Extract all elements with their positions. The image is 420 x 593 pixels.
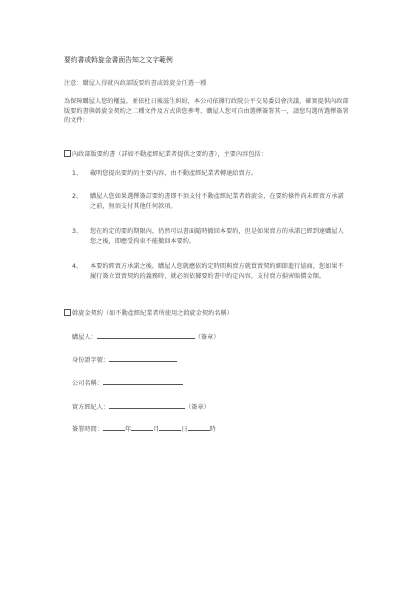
signing-time-field <box>72 424 216 433</box>
buyer-seal-suffix: （簽章） <box>194 334 220 341</box>
buyer-label: 購屋人： <box>72 334 97 341</box>
option-mediation-deposit-label: 斡旋金契約（如不動產經紀業者所使用之斡旋金契約名稱） <box>72 310 233 317</box>
list-item-number: 2、 <box>72 193 83 200</box>
list-item-text: 購屋人您如果選擇簽訂要約書即不須支付不動產經紀業者斡旋金，在要約條件尚未經賣方承諾之前，無須支付其他任何款項。 <box>90 193 344 210</box>
list-item-number: 3、 <box>72 228 83 235</box>
buyer-signature-field <box>72 332 220 341</box>
list-item-text: 本要約經賣方承諾之後，購屋人您就應依約定時間與賣方就買賣契約細節進行協商，您如果不履行簽立買賣契約的義務時，就必須依據要約書中約定內容，支付賣方損害賠償金額。 <box>90 263 344 280</box>
list-item-number: 1、 <box>72 170 83 177</box>
checkbox-offer-letter[interactable] <box>64 150 71 157</box>
signing-time-label: 簽署時間： <box>72 426 103 433</box>
list-item-text: 載明您提出要約的主要內容，由不動產經紀業者轉達給賣方。 <box>90 170 258 177</box>
hour-unit: 時 <box>209 426 216 433</box>
day-unit: 日 <box>181 426 188 433</box>
broker-signature-line[interactable] <box>109 402 185 409</box>
broker-seal-suffix: （簽章） <box>185 404 210 411</box>
checkbox-mediation-deposit[interactable] <box>64 309 71 316</box>
month-unit: 月 <box>153 426 160 433</box>
company-name-field <box>72 378 183 387</box>
option-offer-letter[interactable] <box>64 150 267 160</box>
option-mediation-deposit[interactable] <box>64 309 233 319</box>
id-number-label: 身份證字號： <box>72 357 110 364</box>
year-unit: 年 <box>124 426 132 433</box>
company-name-label: 公司名稱： <box>72 380 103 387</box>
broker-signature-field <box>72 402 210 411</box>
buyer-signature-line[interactable] <box>97 332 195 339</box>
document-title: 要約書或斡旋金書面告知之文字範例 <box>64 56 173 64</box>
month-line[interactable] <box>131 424 153 431</box>
intro-paragraph: 為保障購屋人您的權益，並依杜日後滋生糾紛，本公司依據行政院公平交易委員會決議，確實提供內政部版要約書與斡旋金契約之二種文件及方式供您參考，購屋人您可自由選擇簽署其一，請您勾選所選擇簽署的文件： <box>64 98 349 124</box>
hour-line[interactable] <box>188 424 210 431</box>
id-number-line[interactable] <box>109 355 177 362</box>
option-offer-letter-label: 內政部版要約書（詳如不動產經紀業者提供之要約書），主要內容包括： <box>72 151 267 158</box>
company-name-line[interactable] <box>103 378 183 385</box>
year-line[interactable] <box>103 424 125 431</box>
id-number-field <box>72 355 177 364</box>
broker-label: 實方經紀人： <box>72 404 110 411</box>
note-text: 注意：購屋人得就內政部版要約書或斡旋金任選一種 <box>64 80 207 87</box>
list-item-number: 4、 <box>72 263 83 270</box>
day-line[interactable] <box>159 424 181 431</box>
list-item-text: 您在約定的要約期限內，仍然可以書面隨時撤回本要約，但是如果賣方的承諾已經到達購屋人您之後，即應受拘束不能撤回本要約。 <box>90 228 344 245</box>
